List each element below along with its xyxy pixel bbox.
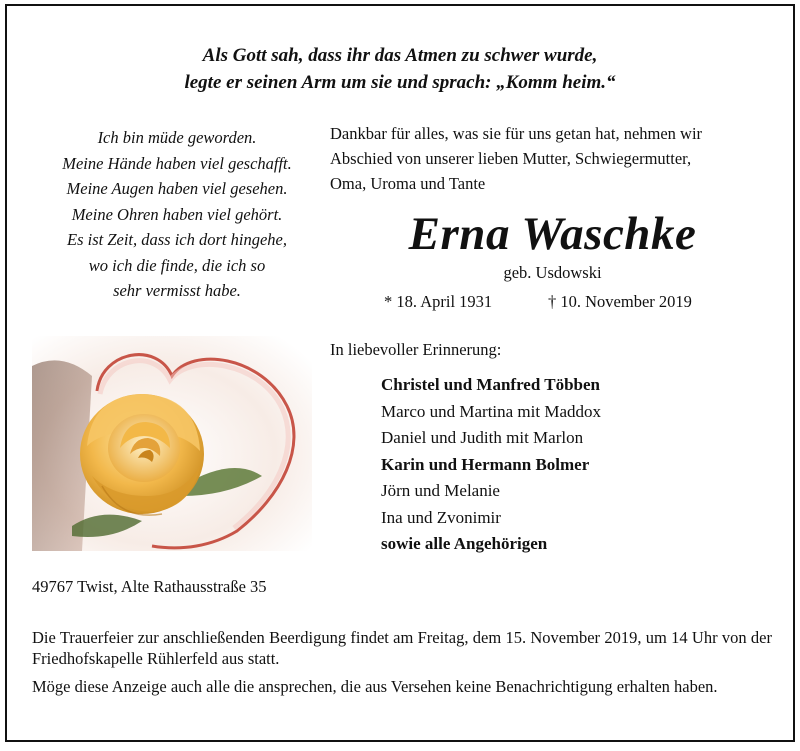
- intro-line: Abschied von unserer lieben Mutter, Schwiegermutter,: [330, 149, 692, 168]
- poem-line: Meine Hände haben viel geschafft.: [62, 153, 292, 173]
- funeral-info: Die Trauerfeier zur anschließenden Beerdigung findet am Freitag, dem 15. November 2019, um 14 Uhr von der Friedhofskapelle Rühlerfeld aus statt.: [32, 628, 772, 668]
- intro-line: Oma, Uroma und Tante: [330, 174, 486, 193]
- poem-line: Meine Augen haben viel gesehen.: [66, 179, 288, 198]
- poem: [27, 125, 327, 304]
- mourner-entry: Marco und Martina mit Maddox: [381, 401, 602, 421]
- deceased-name: Erna Waschke: [408, 208, 697, 260]
- motto-line-1: Als Gott sah, dass ihr das Atmen zu schwer wurde,: [202, 45, 598, 66]
- poem-line: Meine Ohren haben viel gehört.: [71, 204, 283, 224]
- birth-date: * 18. April 1931: [384, 292, 493, 311]
- mourners-list: [381, 372, 601, 558]
- maiden-name: geb. Usdowski: [503, 263, 602, 282]
- rose-heart-icon: [32, 336, 312, 551]
- poem-line: Es ist Zeit, dass ich dort hingehe,: [67, 230, 287, 249]
- mourner-entry: Daniel und Judith mit Marlon: [381, 428, 584, 447]
- obituary-notice: [5, 4, 795, 742]
- mourner-entry: Ina und Zvonimir: [381, 507, 501, 527]
- mourner-entry: Christel und Manfred Többen: [381, 375, 600, 394]
- address: 49767 Twist, Alte Rathausstraße 35: [32, 577, 267, 596]
- mourner-entry: Jörn und Melanie: [381, 481, 500, 500]
- memory-label: In liebevoller Erinnerung:: [330, 340, 502, 359]
- motto-line-2: legte er seinen Arm um sie und sprach: „Komm heim.“: [184, 72, 616, 93]
- mourner-entry: Karin und Hermann Bolmer: [381, 454, 590, 474]
- poem-line: wo ich die finde, die ich so: [88, 255, 266, 275]
- intro-text: [330, 121, 775, 196]
- notice-text: Möge diese Anzeige auch alle die ansprechen, die aus Versehen keine Benachrichtigung erhalten haben.: [32, 677, 718, 696]
- intro-line: Dankbar für alles, was sie für uns getan hat, nehmen wir: [330, 124, 703, 143]
- death-date: † 10. November 2019: [548, 292, 692, 311]
- motto: [7, 42, 793, 96]
- poem-line: sehr vermisst habe.: [113, 281, 241, 300]
- mourner-entry: sowie alle Angehörigen: [381, 534, 548, 553]
- poem-line: Ich bin müde geworden.: [97, 128, 257, 147]
